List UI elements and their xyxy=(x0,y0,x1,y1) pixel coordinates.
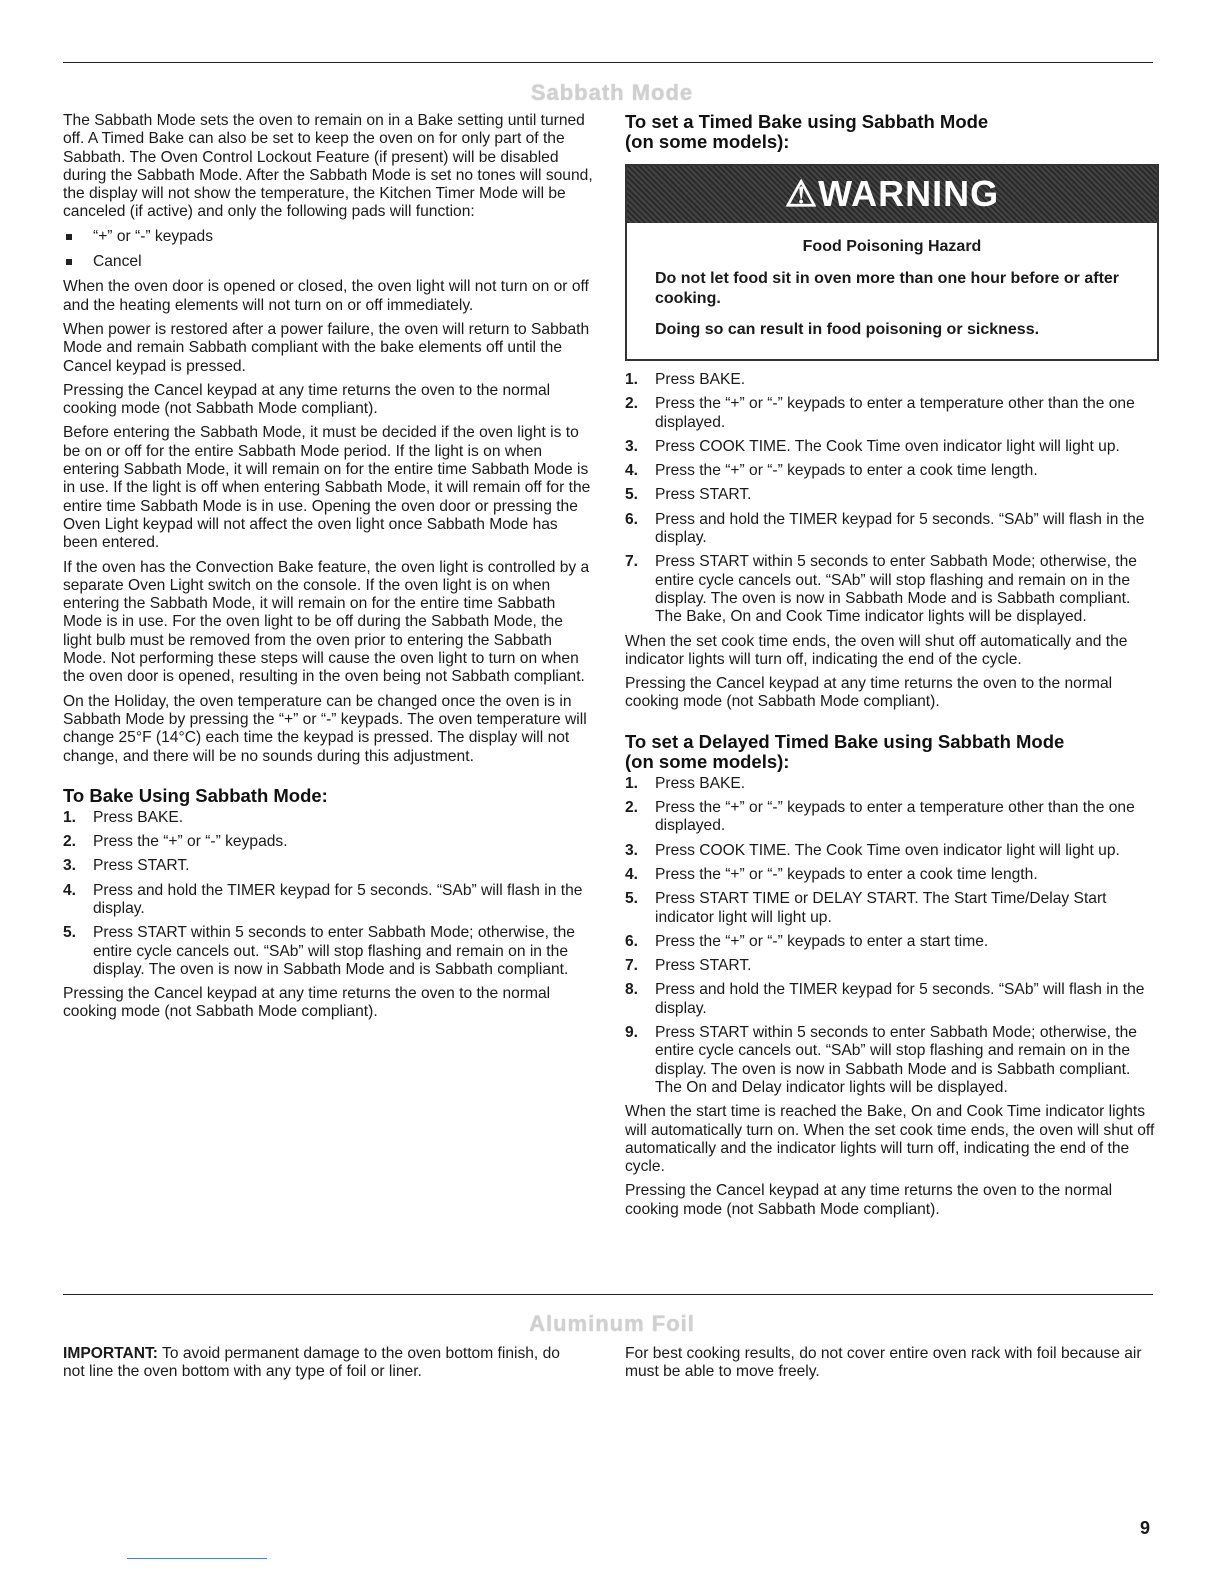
step-text: Press START within 5 seconds to enter Sabbath Mode; otherwise, the entire cycle cancels out. “SAb” will stop flashing and remain on in the display. The oven is now in Sabbath Mode and is Sabbath compliant. xyxy=(93,924,575,978)
step-item xyxy=(625,371,1155,389)
section-title-sabbath: Sabbath Mode xyxy=(530,80,694,105)
warning-label: ⚠WARNING xyxy=(784,173,1000,215)
step-number: 2. xyxy=(63,833,77,851)
top-rule xyxy=(63,62,1153,63)
step-number: 1. xyxy=(625,774,639,792)
step-item xyxy=(63,924,593,979)
step-item xyxy=(625,395,1155,432)
step-text: Press BAKE. xyxy=(655,774,746,792)
step-item xyxy=(625,957,1155,975)
step-text: Press START. xyxy=(655,486,752,504)
step-number: 7. xyxy=(625,957,639,975)
step-text: Press the “+” or “-” keypads to enter a temperature other than the one displayed. xyxy=(655,799,1135,835)
step-number: 1. xyxy=(625,371,639,388)
step-text: Press the “+” or “-” keypads to enter a temperature other than the one displayed. xyxy=(655,395,1135,431)
step-number: 4. xyxy=(625,462,639,480)
paragraph: Before entering the Sabbath Mode, it must be decided if the oven light is to be on or off for the entire Sabbath Mode period. If the light is on when entering Sabbath Mode, it will remain on for the entire time Sabbath Mode is in use. If the light is off when entering Sabbath Mode, it will remain off for the entire time Sabbath Mode is in use. Opening the oven door or pressing the Oven Light keypad will not affect the oven light once Sabbath Mode has been entered. xyxy=(63,424,591,552)
step-item xyxy=(625,842,1155,860)
step-number: 4. xyxy=(625,865,639,883)
step-item xyxy=(625,890,1155,927)
paragraph: On the Holiday, the oven temperature can be changed once the oven is in Sabbath Mode by pressing the “+” or “-” keypads. The oven temperature will change 25°F (14°C) each time the keypad is pressed. The display will not change, and there will be no sounds during this adjustment. xyxy=(63,692,587,765)
section-title-foil: Aluminum Foil xyxy=(529,1311,695,1336)
warning-body xyxy=(627,223,1157,359)
warning-line: Doing so can result in food poisoning or sickness. xyxy=(655,321,1040,338)
paragraph: When the start time is reached the Bake, On and Cook Time indicator lights will automatically turn on. When the set cook time ends, the oven will shut off automatically and the indicator lights will turn off, indicating the end of the cycle. xyxy=(625,1103,1155,1176)
left-column xyxy=(63,112,593,1028)
step-number: 3. xyxy=(625,437,639,455)
step-number: 2. xyxy=(625,799,639,817)
step-item xyxy=(63,857,593,875)
right-column xyxy=(625,112,1155,1225)
step-item xyxy=(625,486,1155,504)
step-text: Press START. xyxy=(655,957,752,975)
foil-important xyxy=(63,1345,573,1382)
bake-sabbath-heading: To Bake Using Sabbath Mode: xyxy=(63,784,328,806)
step-number: 3. xyxy=(63,857,77,875)
step-item xyxy=(625,462,1155,480)
bake-steps xyxy=(63,809,593,979)
foil-left xyxy=(63,1345,573,1388)
paragraph: Pressing the Cancel keypad at any time returns the oven to the normal cooking mode (not Sabbath Mode compliant). xyxy=(63,381,551,418)
step-item xyxy=(625,981,1155,1018)
important-label: IMPORTANT: xyxy=(63,1345,158,1362)
step-item xyxy=(63,882,593,919)
important-text: To avoid permanent damage to the oven bottom finish, do not line the oven bottom with any type of foil or liner. xyxy=(63,1345,560,1381)
step-text: Press and hold the TIMER keypad for 5 seconds. “SAb” will flash in the display. xyxy=(93,881,583,917)
step-text: Press and hold the TIMER keypad for 5 seconds. “SAb” will flash in the display. xyxy=(655,510,1145,547)
paragraph: When power is restored after a power failure, the oven will return to Sabbath Mode and remain Sabbath compliant with the bake elements off until the Cancel keypad is pressed. xyxy=(63,320,590,375)
warning-box xyxy=(625,164,1159,361)
step-text: Press BAKE. xyxy=(93,808,184,826)
step-text: Press START within 5 seconds to enter Sabbath Mode; otherwise, the entire cycle cancels out. “SAb” will stop flashing and remain on in the display. The oven is now in Sabbath Mode and is Sabbath compliant. The Bake, On and Cook Time indicator lights will be displayed. xyxy=(655,553,1137,626)
step-number: 6. xyxy=(625,932,639,950)
step-number: 5. xyxy=(625,486,639,504)
list-item: Cancel xyxy=(63,253,593,271)
foil-rule xyxy=(63,1294,1153,1295)
step-text: Press the “+” or “-” keypads to enter a cook time length. xyxy=(655,462,1038,480)
step-text: Press START. xyxy=(93,857,190,875)
step-number: 4. xyxy=(63,881,77,899)
delayed-bake-steps xyxy=(625,775,1155,1097)
step-item xyxy=(625,511,1155,548)
paragraph: Pressing the Cancel keypad at any time returns the oven to the normal cooking mode (not Sabbath Mode compliant). xyxy=(63,985,551,1021)
page-number: 9 xyxy=(1140,1518,1151,1538)
delayed-bake-heading: To set a Delayed Timed Bake using Sabbath Mode (on some models): xyxy=(625,730,1065,772)
step-item xyxy=(625,799,1155,836)
step-item xyxy=(625,775,1155,793)
step-item xyxy=(63,809,593,827)
step-text: Press START TIME or DELAY START. The Start Time/Delay Start indicator light will light up. xyxy=(655,890,1107,926)
paragraph: Pressing the Cancel keypad at any time returns the oven to the normal cooking mode (not Sabbath Mode compliant). xyxy=(625,675,1113,711)
step-number: 3. xyxy=(625,841,639,859)
paragraph: If the oven has the Convection Bake feature, the oven light is controlled by a separate Oven Light switch on the console. If the oven light is on when entering the Sabbath Mode, it will remain on for the entire time Sabbath Mode is in use. For the oven light to be off during the Sabbath Mode, the light bulb must be removed from the oven prior to entering the Sabbath Mode. Not performing these steps will cause the oven light to turn on when the oven door is opened, resulting in the oven being not Sabbath compliant. xyxy=(63,558,590,686)
foil-advice: For best cooking results, do not cover entire oven rack with foil because air must be able to move freely. xyxy=(625,1345,1142,1381)
step-item xyxy=(63,833,593,851)
step-text: Press BAKE. xyxy=(655,371,746,388)
step-number: 1. xyxy=(63,808,77,826)
paragraph: When the set cook time ends, the oven will shut off automatically and the indicator lights will turn off, indicating the end of the cycle. xyxy=(625,632,1128,668)
timed-bake-heading: To set a Timed Bake using Sabbath Mode (on some models): xyxy=(625,111,989,152)
step-number: 6. xyxy=(625,510,639,528)
warning-header xyxy=(627,166,1157,223)
warning-hazard: Food Poisoning Hazard xyxy=(802,238,982,255)
list-item: “+” or “-” keypads xyxy=(63,228,593,246)
step-text: Press the “+” or “-” keypads to enter a cook time length. xyxy=(655,865,1038,883)
step-text: Press and hold the TIMER keypad for 5 seconds. “SAb” will flash in the display. xyxy=(655,981,1145,1017)
sabbath-intro: The Sabbath Mode sets the oven to remain on in a Bake setting until turned off. A Timed Bake can also be set to keep the oven on for only part of the Sabbath. The Oven Control Lockout Feature (if present) will be disabled during the Sabbath Mode. After the Sabbath Mode is set no tones will sound, the display will not show the temperature, the Kitchen Timer Mode will be canceled (if active) and only the following pads will function: xyxy=(63,112,593,221)
paragraph: When the oven door is opened or closed, the oven light will not turn on or off and the heating elements will not turn on or off immediately. xyxy=(63,278,589,314)
step-number: 5. xyxy=(625,890,639,908)
step-text: Press COOK TIME. The Cook Time oven indicator light will light up. xyxy=(655,437,1120,455)
step-text: Press START within 5 seconds to enter Sabbath Mode; otherwise, the entire cycle cancels out. “SAb” will stop flashing and remain on in the display. The oven is now in Sabbath Mode and is Sabbath compliant. The On and Delay indicator lights will be displayed. xyxy=(655,1024,1137,1096)
step-number: 9. xyxy=(625,1024,639,1042)
step-item xyxy=(625,933,1155,951)
warning-line: Do not let food sit in oven more than one hour before or after cooking. xyxy=(655,270,1120,307)
foil-right xyxy=(625,1345,1145,1388)
step-text: Press COOK TIME. The Cook Time oven indicator light will light up. xyxy=(655,841,1120,859)
step-number: 8. xyxy=(625,981,639,999)
step-number: 7. xyxy=(625,553,639,571)
paragraph: Pressing the Cancel keypad at any time returns the oven to the normal cooking mode (not Sabbath Mode compliant). xyxy=(625,1182,1113,1218)
step-text: Press the “+” or “-” keypads to enter a start time. xyxy=(655,932,989,950)
step-item xyxy=(625,553,1155,626)
footer-link-line xyxy=(127,1558,267,1559)
step-item xyxy=(625,1024,1155,1097)
function-pad-list xyxy=(63,228,593,272)
step-number: 5. xyxy=(63,924,77,942)
timed-bake-steps xyxy=(625,371,1155,627)
step-text: Press the “+” or “-” keypads. xyxy=(93,833,288,851)
step-item xyxy=(625,866,1155,884)
step-item xyxy=(625,438,1155,456)
step-number: 2. xyxy=(625,395,639,413)
